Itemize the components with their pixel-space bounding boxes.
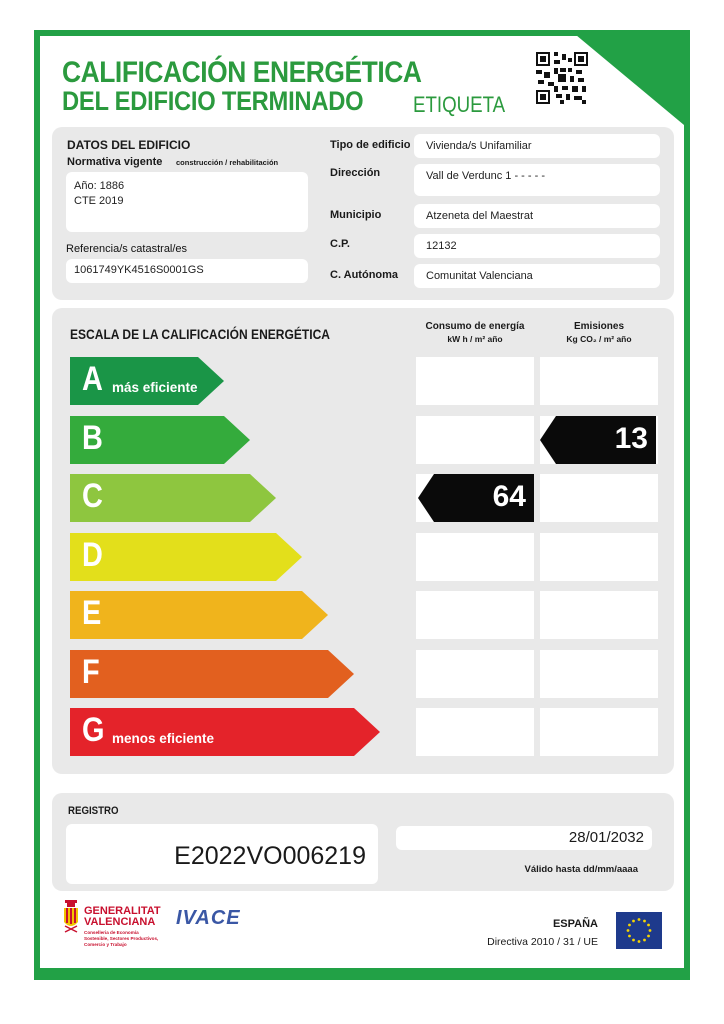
direccion-value: Vall de Verdunc 1 - - - - - [426,170,546,182]
energy-class-bar-b [70,416,250,464]
autonoma-field [414,264,660,288]
emisiones-cell [540,357,658,405]
registry-number: E2022VO006219 [174,842,366,870]
eu-flag-icon [616,912,662,949]
consumo-indicator [418,474,534,522]
generalitat-coat-of-arms-icon [62,898,80,934]
registry-number-field [66,824,378,884]
referencia-value: 1061749YK4516S0001GS [74,264,204,276]
emisiones-cell [540,708,658,756]
title-etiqueta: ETIQUETA [413,92,506,117]
emisiones-cell [540,533,658,581]
energy-class-letter: B [82,419,103,457]
referencia-field [66,259,308,283]
consumo-cell [416,416,534,464]
referencia-label: Referencia/s catastral/es [66,243,188,255]
energy-class-bar-d [70,533,302,581]
energy-class-letter: E [82,594,102,632]
energy-class-letter: C [82,477,103,515]
valid-date: 28/01/2032 [568,829,644,846]
gv-sub-2: Sostenible, Sectores Productivos, [84,936,159,941]
espana-label: ESPAÑA [552,918,598,930]
emisiones-cell [540,474,658,522]
consumo-cell [416,708,534,756]
emisiones-cell [540,650,658,698]
consumo-unit: kW h / m² año [447,334,503,344]
energy-class-letter: G [82,711,105,749]
qr-code-icon[interactable] [536,52,588,104]
ivace-logo: IVACE [176,907,241,929]
directiva-label: Directiva 2010 / 31 / UE [487,936,598,948]
consumo-cell [416,533,534,581]
valid-date-field [396,826,652,850]
normativa-cte: CTE 2019 [74,195,124,207]
gv-line-2: VALENCIANA [84,916,156,928]
municipio-field [414,204,660,228]
normativa-label: Normativa vigente [67,156,163,168]
energy-class-bar-a [70,357,224,405]
autonoma-label: C. Autónoma [330,269,399,281]
emisiones-indicator [540,416,656,464]
consumo-heading [416,320,534,346]
gv-line-1: GENERALITAT [84,905,161,917]
municipio-label: Municipio [330,209,382,221]
normativa-field [66,172,308,232]
emisiones-cell [540,591,658,639]
direccion-label: Dirección [330,167,381,179]
emisiones-heading [540,320,658,346]
emisiones-unit: Kg CO₂ / m² año [566,334,632,344]
energy-class-bar-g [70,708,380,756]
energy-class-bar-e [70,591,328,639]
consumo-cell [416,650,534,698]
municipio-value: Atzeneta del Maestrat [426,210,534,222]
tipo-field [414,134,660,158]
energy-class-letter: F [82,653,100,691]
tipo-value: Vivienda/s Unifamiliar [426,140,532,152]
energy-class-note: menos eficiente [112,731,215,746]
energy-class-note: más eficiente [112,380,198,395]
tipo-label: Tipo de edificio [330,139,411,151]
energy-class-bar-c [70,474,276,522]
emisiones-indicator-value: 13 [614,422,648,455]
consumo-indicator-value: 64 [492,480,526,513]
energy-class-letter: D [82,536,103,574]
gv-sub-1: Conselleria de Economía [84,930,139,935]
building-data-heading: DATOS DEL EDIFICIO [67,138,191,152]
cp-value: 12132 [426,240,457,252]
corner-triangle [570,30,690,130]
consumo-cell [416,357,534,405]
autonoma-value: Comunitat Valenciana [426,270,533,282]
gv-sub-3: Comercio y Trabajo [84,942,127,947]
energy-scale-heading: ESCALA DE LA CALIFICACIÓN ENERGÉTICA [70,326,330,342]
cp-field [414,234,660,258]
direccion-field [414,164,660,196]
valid-label: Válido hasta dd/mm/aaaa [524,864,638,875]
title-line-1: CALIFICACIÓN ENERGÉTICA [62,56,422,89]
emisiones-label: Emisiones [573,321,625,332]
normativa-sub-label: construcción / rehabilitación [176,158,279,167]
cp-label: C.P. [330,238,350,250]
consumo-label: Consumo de energía [425,321,525,332]
consumo-cell [416,591,534,639]
title-line-2: DEL EDIFICIO TERMINADO [62,86,364,116]
normativa-year: Año: 1886 [74,180,125,192]
energy-class-bar-f [70,650,354,698]
registry-heading: REGISTRO [68,805,119,817]
energy-class-letter: A [82,360,103,398]
